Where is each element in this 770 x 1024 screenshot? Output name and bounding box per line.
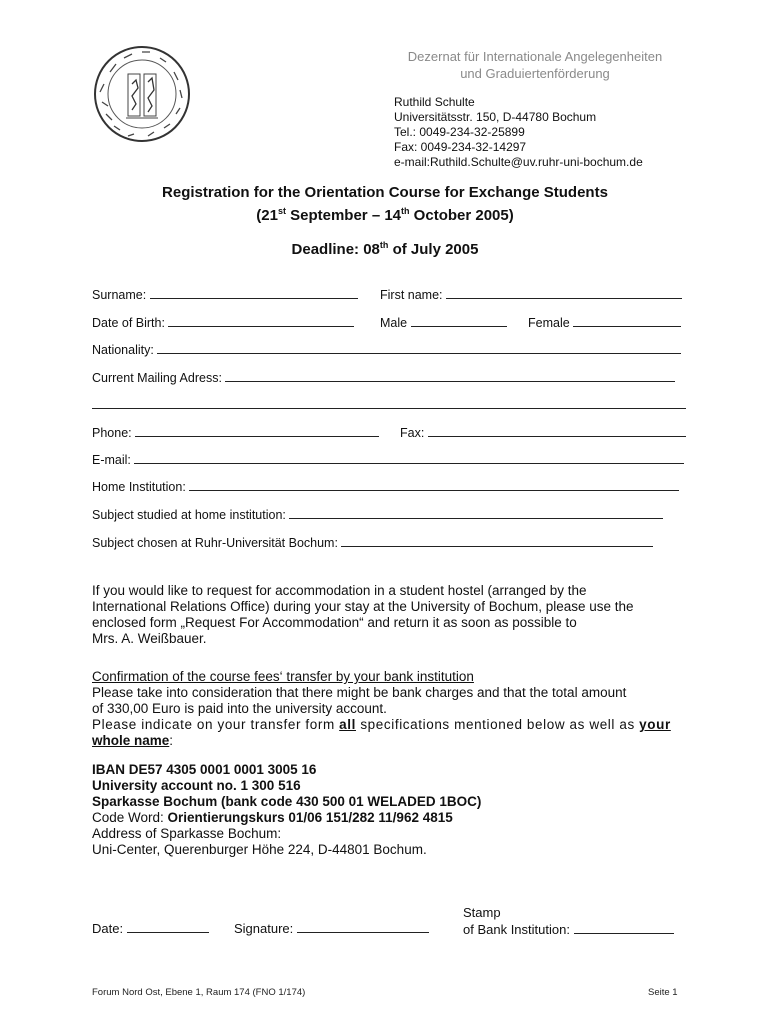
footer-location: Forum Nord Ost, Ebene 1, Raum 174 (FNO 1/174) — [92, 987, 306, 998]
female-input-line[interactable] — [573, 315, 681, 327]
bank-address: Uni-Center, Querenburger Höhe 224, D-44801 Bochum. — [92, 842, 427, 857]
subject-home-input-line[interactable] — [289, 507, 663, 519]
contact-block — [394, 95, 643, 170]
first-name-input-line[interactable] — [446, 287, 682, 299]
phone-input-line[interactable] — [135, 425, 379, 437]
subject-home-field[interactable]: Subject studied at home institution: — [92, 507, 663, 522]
dob-input-line[interactable] — [168, 315, 354, 327]
bank-details — [92, 762, 702, 858]
university-account: University account no. 1 300 516 — [92, 778, 301, 793]
contact-fax: Fax: 0049-234-32-14297 — [394, 140, 527, 154]
phone-field[interactable]: Phone: — [92, 425, 379, 440]
department-header — [390, 48, 680, 82]
dob-field[interactable]: Date of Birth: — [92, 315, 354, 330]
stamp-input-line[interactable] — [574, 922, 674, 934]
title-line-2: (21st September – 14th October 2005) — [256, 206, 514, 224]
mailing-address-input-line[interactable] — [225, 370, 675, 382]
contact-address: Universitätsstr. 150, D-44780 Bochum — [394, 110, 597, 124]
email-input-line[interactable] — [134, 452, 684, 464]
title-line-1: Registration for the Orientation Course for Exchange Students — [162, 184, 608, 201]
surname-field[interactable]: Surname: — [92, 287, 358, 302]
contact-phone: Tel.: 0049-234-32-25899 — [394, 125, 525, 139]
first-name-field[interactable]: First name: — [380, 287, 682, 302]
mailing-address-extra-line[interactable] — [92, 397, 686, 412]
accommodation-paragraph: If you would like to request for accommodation in a student hostel (arranged by the International Relations Office) during your stay at the University of Bochum, please use the enclosed form „Request For Accommodation“ and return it as soon as possible to Mrs. A. Weißbauer. — [92, 583, 634, 646]
contact-name: Ruthild Schulte — [394, 95, 475, 109]
seal-icon — [92, 44, 192, 144]
stamp-field[interactable]: Stamp of Bank Institution: — [463, 904, 674, 938]
nationality-field[interactable]: Nationality: — [92, 342, 681, 357]
fax-input-line[interactable] — [428, 425, 686, 437]
code-word: Code Word: Orientierungskurs 01/06 151/282 11/962 4815 — [92, 810, 453, 825]
female-field[interactable]: Female — [528, 315, 681, 330]
date-field[interactable]: Date: — [92, 921, 209, 936]
surname-input-line[interactable] — [150, 287, 358, 299]
iban: IBAN DE57 4305 0001 0001 3005 16 — [92, 762, 317, 777]
bank-address-label: Address of Sparkasse Bochum: — [92, 826, 282, 841]
subject-bochum-field[interactable]: Subject chosen at Ruhr-Universität Bochum: — [92, 535, 653, 550]
nationality-input-line[interactable] — [157, 342, 681, 354]
signature-input-line[interactable] — [297, 921, 429, 933]
home-institution-field[interactable]: Home Institution: — [92, 479, 679, 494]
male-field[interactable]: Male — [380, 315, 507, 330]
contact-email[interactable]: e-mail:Ruthild.Schulte@uv.ruhr-uni-bochum.de — [394, 155, 643, 169]
deadline: Deadline: 08th of July 2005 — [291, 240, 479, 258]
signature-field[interactable]: Signature: — [234, 921, 429, 936]
fax-field[interactable]: Fax: — [400, 425, 686, 440]
page-number: Seite 1 — [648, 987, 678, 998]
bank-name: Sparkasse Bochum (bank code 430 500 01 WELADED 1BOC) — [92, 794, 482, 809]
male-input-line[interactable] — [411, 315, 507, 327]
fees-instruction: Please indicate on your transfer form all specifications mentioned below as well as your — [92, 717, 671, 732]
university-seal — [92, 44, 192, 144]
subject-bochum-input-line[interactable] — [341, 535, 653, 547]
email-field[interactable]: E-mail: — [92, 452, 684, 467]
department-line-2: und Graduiertenförderung — [460, 66, 610, 81]
fees-section: Confirmation of the course fees‘ transfer by your bank institution Please take into consideration that there might be bank charges and that the total amount of 330,00 Euro is paid into the university account. Please indicate on your transfer form all specifications mentioned below as well as your whole name: — [92, 669, 702, 749]
mailing-address-field[interactable]: Current Mailing Adress: — [92, 370, 675, 385]
date-input-line[interactable] — [127, 921, 209, 933]
fees-heading: Confirmation of the course fees‘ transfer by your bank institution — [92, 669, 474, 684]
department-line-1: Dezernat für Internationale Angelegenheiten — [407, 49, 663, 64]
home-institution-input-line[interactable] — [189, 479, 679, 491]
form-title — [60, 183, 710, 225]
